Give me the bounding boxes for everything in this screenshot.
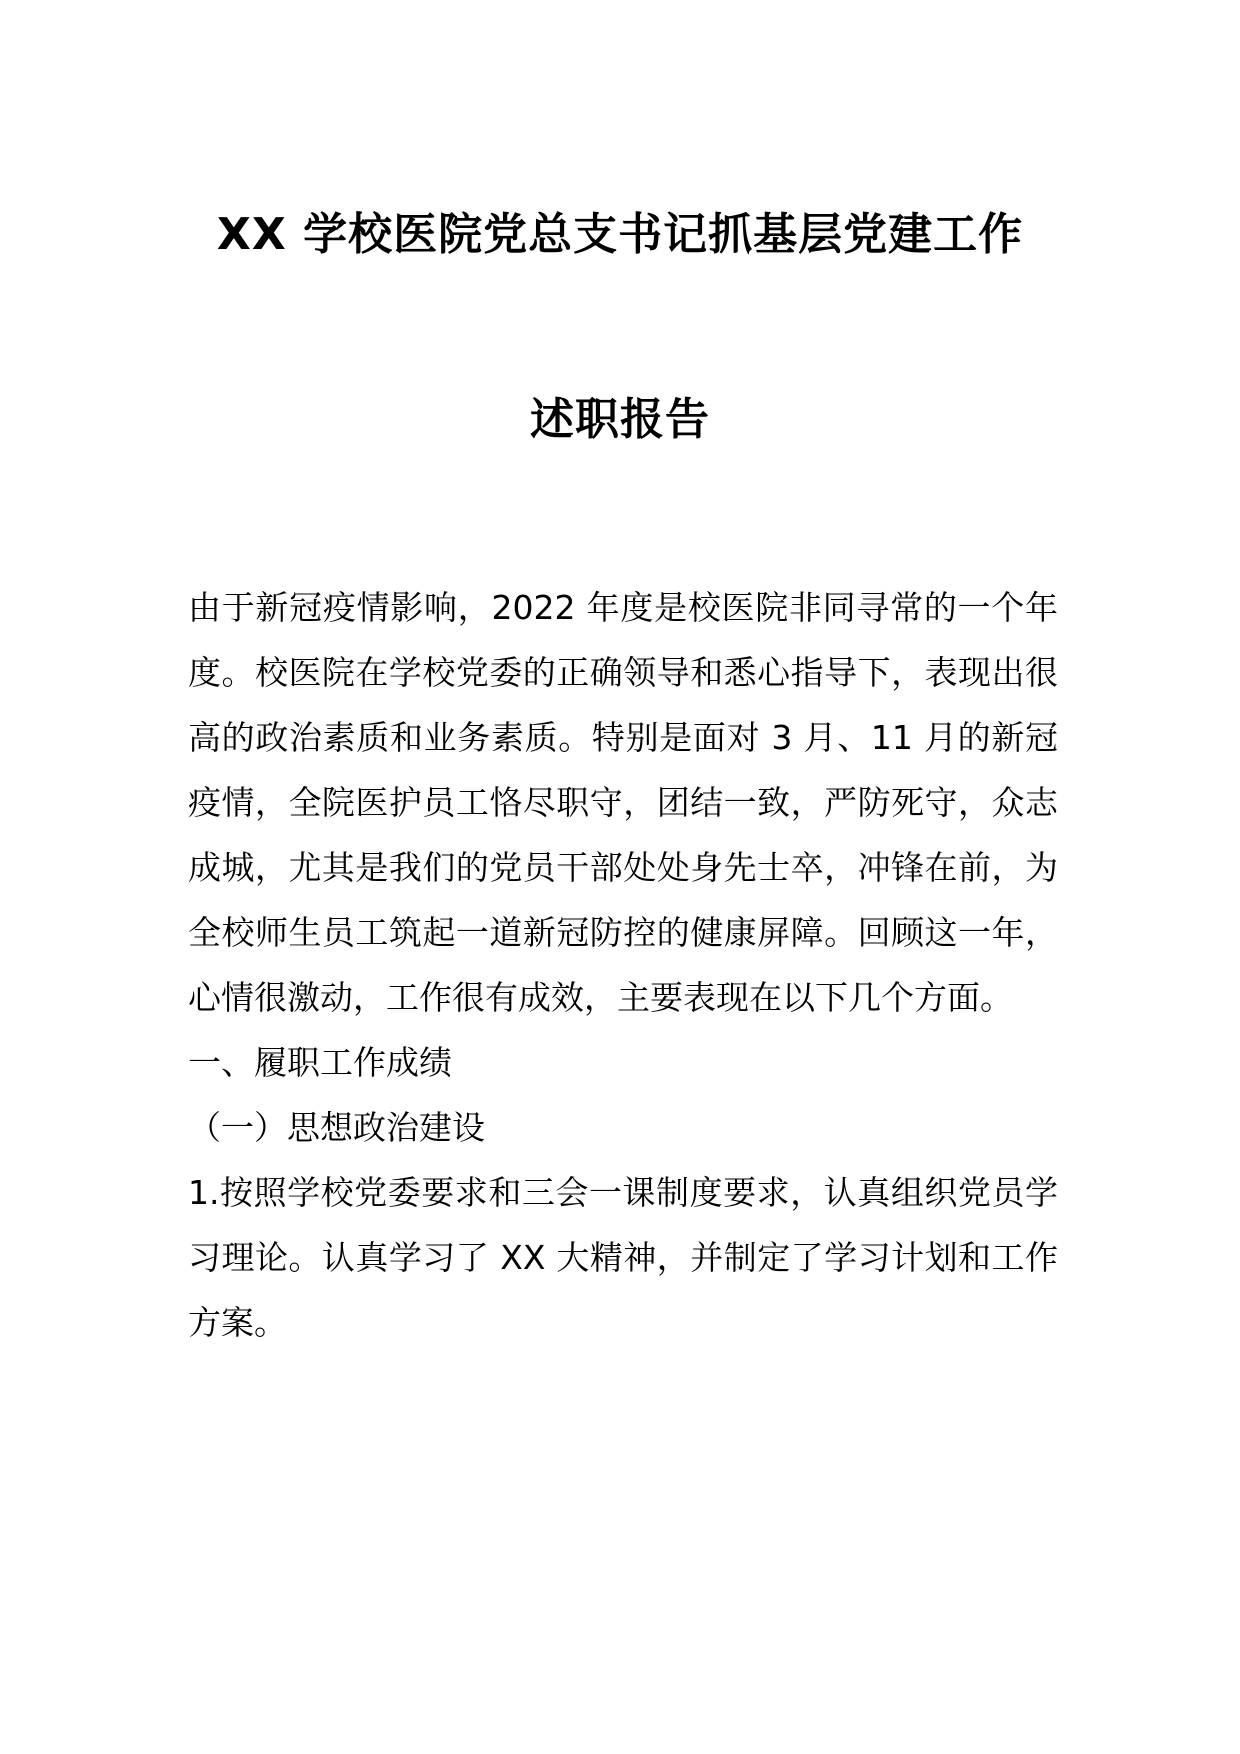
section-heading: 一、履职工作成绩 bbox=[188, 1043, 452, 1082]
document-body bbox=[188, 575, 1058, 1355]
document-title-line-2: 述职报告 bbox=[530, 394, 710, 445]
paragraph-item-1: 1.按照学校党委要求和三会一课制度要求，认真组织党员学习理论。认真学习了 XX 大精神，并制定了学习计划和工作方案。 bbox=[188, 1173, 1058, 1342]
document-title-line-1: XX 学校医院党总支书记抓基层党建工作 bbox=[216, 209, 1024, 260]
subsection-heading: （一）思想政治建设 bbox=[188, 1108, 485, 1147]
paragraph-intro: 由于新冠疫情影响，2022 年度是校医院非同寻常的一个年度。校医院在学校党委的正确领导和悉心指导下，表现出很高的政治素质和业务素质。特别是面对 3 月、11 月的新冠疫情，全院医护员工恪尽职守，团结一致，严防死守，众志成城，尤其是我们的党员干部处处身先士卒，冲锋在前，为全校师生员工筑起一道新冠防控的健康屏障。回顾这一年，心情很激动，工作很有成效，主要表现在以下几个方面。 bbox=[188, 588, 1058, 1017]
